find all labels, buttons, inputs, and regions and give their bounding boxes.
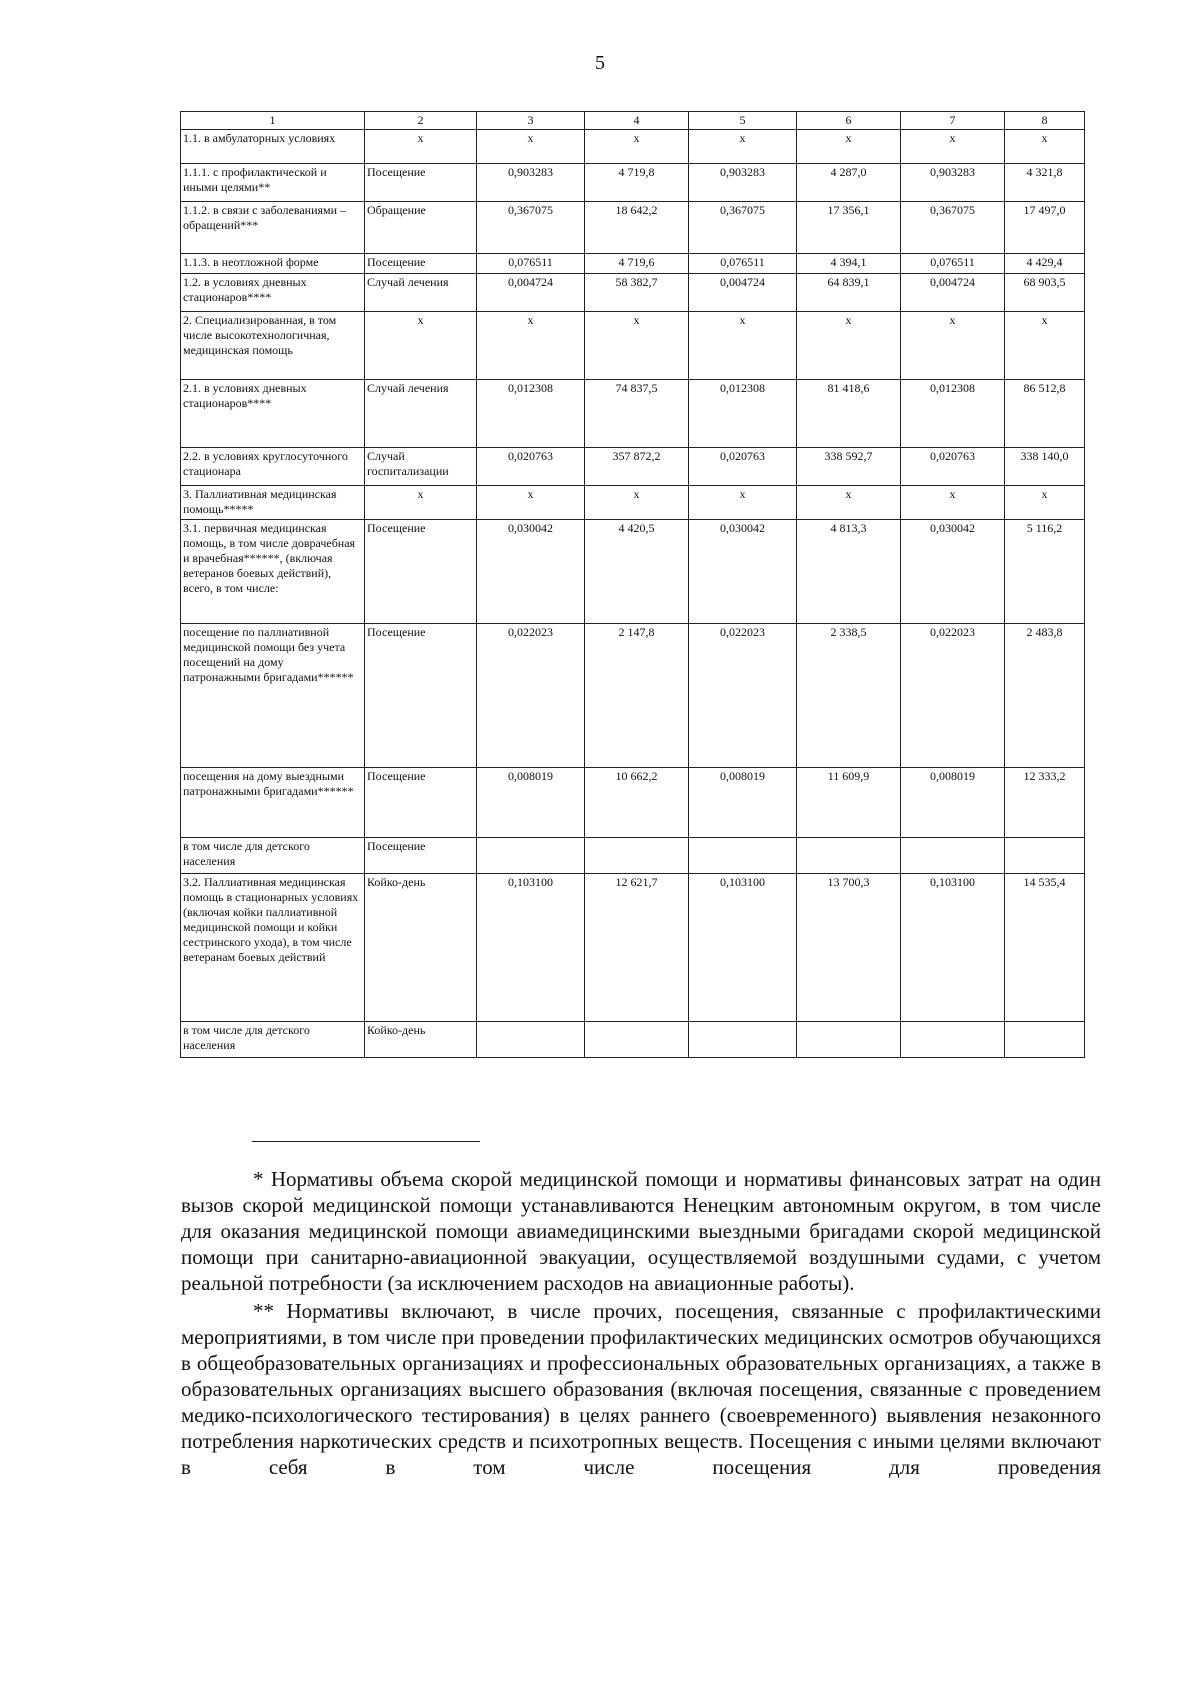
row-label: 2. Специализированная, в том числе высокотехнологичная, медицинская помощь <box>181 312 365 380</box>
value-cell: 0,004724 <box>477 274 585 312</box>
value-cell: 0,004724 <box>901 274 1005 312</box>
table-header-row <box>181 112 1085 130</box>
row-label: 1.1.3. в неотложной форме <box>181 254 365 274</box>
value-cell: 0,020763 <box>477 448 585 486</box>
value-cell: 0,367075 <box>477 202 585 254</box>
value-cell: 74 837,5 <box>585 380 689 448</box>
row-label: посещения на дому выездными патронажными бригадами****** <box>181 768 365 838</box>
column-number: 5 <box>689 112 797 130</box>
table-row <box>181 448 1085 486</box>
row-label: 1.1. в амбулаторных условиях <box>181 130 365 164</box>
value-cell <box>797 1022 901 1058</box>
column-number: 8 <box>1005 112 1085 130</box>
value-cell: 0,103100 <box>901 874 1005 1022</box>
row-label: 2.1. в условиях дневных стационаров**** <box>181 380 365 448</box>
value-cell: х <box>797 130 901 164</box>
value-cell: 68 903,5 <box>1005 274 1085 312</box>
table-row <box>181 486 1085 520</box>
table-row <box>181 874 1085 1022</box>
table-row <box>181 838 1085 874</box>
value-cell: 5 116,2 <box>1005 520 1085 624</box>
table-row <box>181 254 1085 274</box>
table-row <box>181 312 1085 380</box>
value-cell: 4 813,3 <box>797 520 901 624</box>
footnote-2: ** Нормативы включают, в числе прочих, посещения, связанные с профилактическими мероприятиями, в том числе при проведении профилактических медицинских осмотров обучающихся в общеобразовательных организациях и профессиональных образовательных организациях, а также в образовательных организациях высшего образования (включая посещения, связанные с проведением медико-психологического тестирования) в целях раннего (своевременного) выявления незаконного потребления наркотических средств и психотропных веществ. Посещения с иными целями включают в себя в том числе посещения для проведения <box>181 1299 1101 1479</box>
value-cell: х <box>477 486 585 520</box>
table-row <box>181 202 1085 254</box>
value-cell: 86 512,8 <box>1005 380 1085 448</box>
value-cell: 0,008019 <box>477 768 585 838</box>
value-cell <box>689 1022 797 1058</box>
value-cell: 0,076511 <box>477 254 585 274</box>
value-cell: 0,022023 <box>901 624 1005 768</box>
norms-table <box>180 111 1085 1058</box>
value-cell: 0,022023 <box>689 624 797 768</box>
value-cell: 17 497,0 <box>1005 202 1085 254</box>
value-cell: х <box>1005 486 1085 520</box>
column-number: 2 <box>365 112 477 130</box>
column-number: 1 <box>181 112 365 130</box>
column-number: 6 <box>797 112 901 130</box>
value-cell: 0,076511 <box>901 254 1005 274</box>
value-cell <box>1005 1022 1085 1058</box>
unit-cell: Случай госпитализации <box>365 448 477 486</box>
value-cell: 0,030042 <box>901 520 1005 624</box>
value-cell: 4 287,0 <box>797 164 901 202</box>
row-label: 1.1.2. в связи с заболеваниями – обращений*** <box>181 202 365 254</box>
value-cell: 0,012308 <box>689 380 797 448</box>
value-cell: 12 333,2 <box>1005 768 1085 838</box>
unit-cell: Посещение <box>365 624 477 768</box>
unit-cell: Посещение <box>365 164 477 202</box>
unit-cell: х <box>365 312 477 380</box>
value-cell: х <box>689 486 797 520</box>
value-cell: 11 609,9 <box>797 768 901 838</box>
value-cell: 14 535,4 <box>1005 874 1085 1022</box>
value-cell: х <box>1005 130 1085 164</box>
value-cell: 13 700,3 <box>797 874 901 1022</box>
value-cell: х <box>901 130 1005 164</box>
table-row <box>181 380 1085 448</box>
page-number: 5 <box>595 52 605 74</box>
table-row <box>181 624 1085 768</box>
value-cell: х <box>689 312 797 380</box>
value-cell: 4 394,1 <box>797 254 901 274</box>
value-cell <box>585 1022 689 1058</box>
unit-cell: х <box>365 130 477 164</box>
value-cell: 0,103100 <box>689 874 797 1022</box>
value-cell: 0,008019 <box>901 768 1005 838</box>
value-cell: 0,903283 <box>901 164 1005 202</box>
value-cell: 0,076511 <box>689 254 797 274</box>
table-row <box>181 274 1085 312</box>
value-cell: 81 418,6 <box>797 380 901 448</box>
footnote-1: * Нормативы объема скорой медицинской помощи и нормативы финансовых затрат на один вызов скорой медицинской помощи устанавливаются Ненецким автономным округом, в том числе для оказания медицинской помощи авиамедицинскими выездными бригадами скорой медицинской помощи при санитарно-авиационной эвакуации, осуществляемой воздушными судами, с учетом реальной потребности (за исключением расходов на авиационные работы). <box>181 1167 1101 1295</box>
value-cell <box>1005 838 1085 874</box>
unit-cell: х <box>365 486 477 520</box>
unit-cell: Случай лечения <box>365 274 477 312</box>
value-cell: 0,030042 <box>477 520 585 624</box>
row-label: 1.1.1. с профилактической и иными целями** <box>181 164 365 202</box>
value-cell: х <box>1005 312 1085 380</box>
value-cell: 0,367075 <box>901 202 1005 254</box>
value-cell: 2 147,8 <box>585 624 689 768</box>
value-cell <box>901 838 1005 874</box>
value-cell: 0,012308 <box>901 380 1005 448</box>
unit-cell: Койко-день <box>365 1022 477 1058</box>
unit-cell: Случай лечения <box>365 380 477 448</box>
table-row <box>181 164 1085 202</box>
row-label: в том числе для детского населения <box>181 838 365 874</box>
row-label: посещение по паллиативной медицинской помощи без учета посещений на дому патронажными бригадами****** <box>181 624 365 768</box>
value-cell: 2 338,5 <box>797 624 901 768</box>
value-cell: 0,012308 <box>477 380 585 448</box>
unit-cell: Посещение <box>365 254 477 274</box>
value-cell: 338 140,0 <box>1005 448 1085 486</box>
footnote-divider <box>252 1141 480 1142</box>
value-cell: 12 621,7 <box>585 874 689 1022</box>
table-row <box>181 520 1085 624</box>
value-cell: х <box>585 312 689 380</box>
value-cell: 0,020763 <box>689 448 797 486</box>
value-cell: х <box>689 130 797 164</box>
value-cell: 17 356,1 <box>797 202 901 254</box>
unit-cell: Койко-день <box>365 874 477 1022</box>
value-cell: 338 592,7 <box>797 448 901 486</box>
value-cell: 4 321,8 <box>1005 164 1085 202</box>
value-cell: 4 719,8 <box>585 164 689 202</box>
unit-cell: Посещение <box>365 520 477 624</box>
value-cell: х <box>585 130 689 164</box>
value-cell: 0,004724 <box>689 274 797 312</box>
value-cell: 0,030042 <box>689 520 797 624</box>
table-row <box>181 130 1085 164</box>
unit-cell: Посещение <box>365 768 477 838</box>
value-cell: х <box>901 486 1005 520</box>
row-label: в том числе для детского населения <box>181 1022 365 1058</box>
value-cell <box>797 838 901 874</box>
row-label: 1.2. в условиях дневных стационаров**** <box>181 274 365 312</box>
value-cell <box>689 838 797 874</box>
value-cell <box>901 1022 1005 1058</box>
value-cell: х <box>797 312 901 380</box>
row-label: 3. Паллиативная медицинская помощь***** <box>181 486 365 520</box>
value-cell <box>477 838 585 874</box>
value-cell: х <box>477 130 585 164</box>
value-cell: 10 662,2 <box>585 768 689 838</box>
value-cell: 0,103100 <box>477 874 585 1022</box>
value-cell: 0,008019 <box>689 768 797 838</box>
column-number: 3 <box>477 112 585 130</box>
value-cell: х <box>901 312 1005 380</box>
value-cell: х <box>585 486 689 520</box>
table-row <box>181 1022 1085 1058</box>
value-cell: 4 429,4 <box>1005 254 1085 274</box>
table-row <box>181 768 1085 838</box>
value-cell: 18 642,2 <box>585 202 689 254</box>
value-cell: 64 839,1 <box>797 274 901 312</box>
value-cell <box>477 1022 585 1058</box>
value-cell <box>585 838 689 874</box>
value-cell: х <box>797 486 901 520</box>
row-label: 2.2. в условиях круглосуточного стационара <box>181 448 365 486</box>
value-cell: 0,020763 <box>901 448 1005 486</box>
value-cell: 58 382,7 <box>585 274 689 312</box>
value-cell: х <box>477 312 585 380</box>
unit-cell: Посещение <box>365 838 477 874</box>
row-label: 3.2. Паллиативная медицинская помощь в стационарных условиях (включая койки паллиативной медицинской помощи и койки сестринского ухода), в том числе ветеранам боевых действий <box>181 874 365 1022</box>
column-number: 4 <box>585 112 689 130</box>
value-cell: 0,367075 <box>689 202 797 254</box>
column-number: 7 <box>901 112 1005 130</box>
value-cell: 0,903283 <box>689 164 797 202</box>
value-cell: 2 483,8 <box>1005 624 1085 768</box>
value-cell: 0,022023 <box>477 624 585 768</box>
footnotes <box>181 1166 1101 1482</box>
unit-cell: Обращение <box>365 202 477 254</box>
row-label: 3.1. первичная медицинская помощь, в том числе доврачебная и врачебная******, (включая ветеранов боевых действий), всего, в том числе: <box>181 520 365 624</box>
value-cell: 4 719,6 <box>585 254 689 274</box>
value-cell: 4 420,5 <box>585 520 689 624</box>
value-cell: 357 872,2 <box>585 448 689 486</box>
value-cell: 0,903283 <box>477 164 585 202</box>
